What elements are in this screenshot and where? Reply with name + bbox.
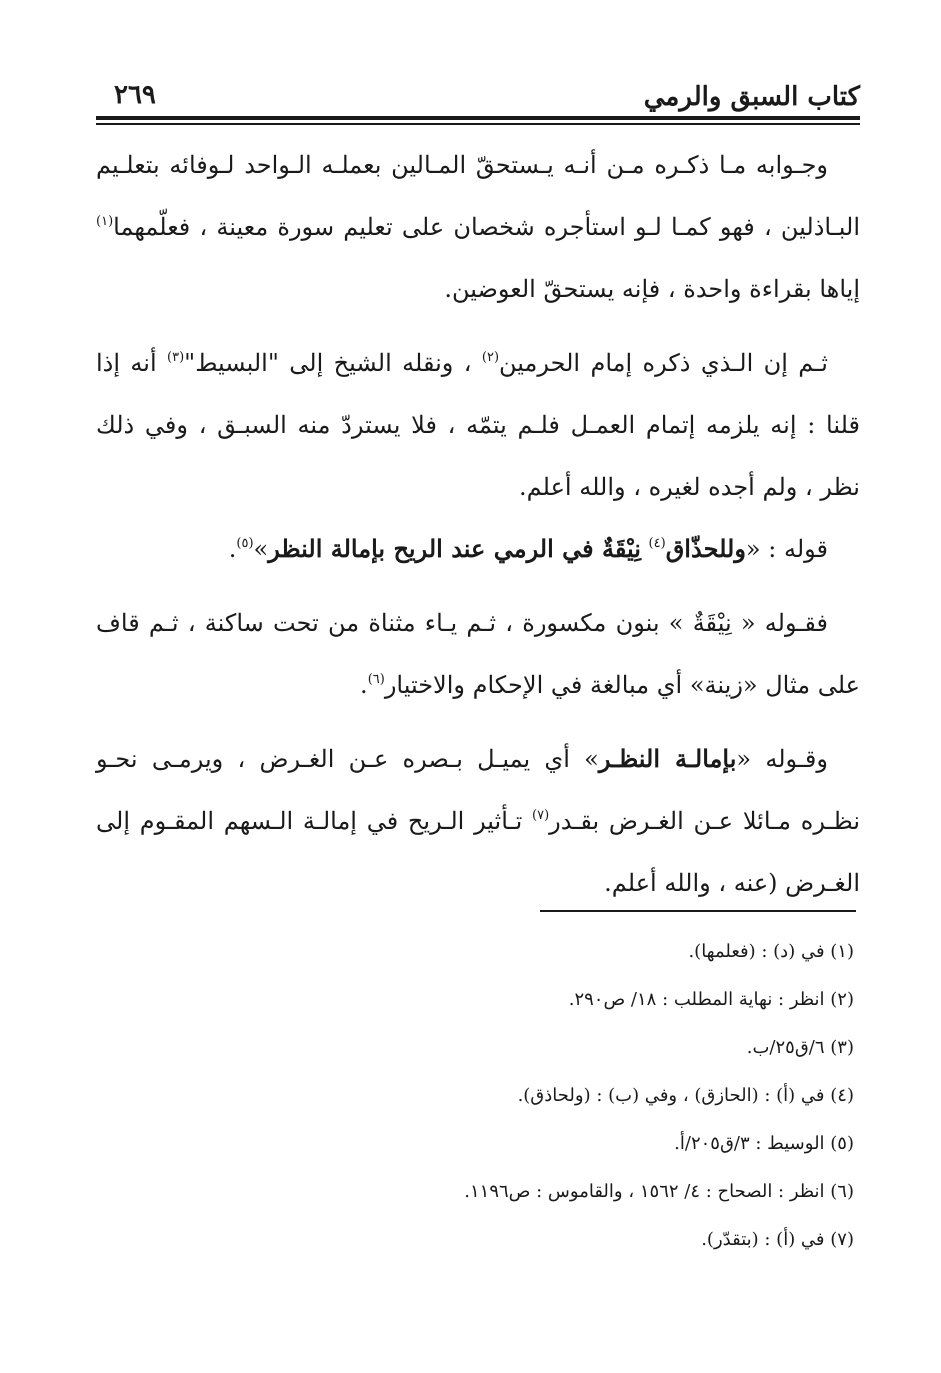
footnote-7: (٧) في (أ) : (بتقدّر). (701, 1229, 854, 1250)
footnote-ref-6[interactable]: (٦) (367, 672, 385, 687)
footnote-6: (٦) انظر : الصحاح : ٤/ ١٥٦٢ ، والقاموس : ص١١٩٦. (464, 1181, 854, 1202)
footnote-1: (١) في (د) : (فعلمها). (688, 941, 854, 962)
book-title: كتاب السبق والرمي (643, 82, 860, 112)
footnote-5: (٥) الوسيط : ٣/ق٢٠٥/أ. (674, 1133, 854, 1154)
footnotes (96, 928, 854, 1264)
paragraph-4-line-1: فقـوله « نِيْقَةٌ » بنون مكسورة ، ثـم يـاء مثناة من تحت ساكنة ، ثـم قاف على (96, 609, 860, 699)
paragraph-2-text-a: ثـم إن الـذي ذكره إمام الحرمين (499, 349, 828, 377)
footnote-ref-4[interactable]: (٤) (648, 536, 666, 551)
quote-bold-1: وللحذّاق (665, 534, 746, 563)
paragraph-1-line-2: البـاذلين ، فهو كمـا لـو استأجره شخصان على تعليم سورة معينة ، فعلّمهما (113, 213, 860, 241)
paragraph-5-line-1: » أي يميـل بـصره عـن الغـرض ، ويرمـى نحـو نظـره (96, 745, 860, 835)
paragraph-4-end: . (360, 671, 368, 699)
paragraph-1-line-1: وجـوابه مـا ذكـره مـن أنـه يـستحقّ المـالين بعملـه الـواحد لـوفائه بتعلـيم (96, 151, 828, 179)
footnote-separator (540, 910, 856, 912)
quote-close: » (253, 535, 269, 563)
paragraph-2-text-b: ، ونقله الشيخ إلى "البسيط" (184, 349, 472, 377)
quote-prefix: قوله : « (745, 535, 828, 563)
paragraph-3-quote (96, 518, 860, 580)
paragraph-2 (96, 332, 860, 518)
paragraph-5-line-3: (عنه ، والله أعلم. (604, 869, 778, 897)
quote-end: . (228, 535, 237, 563)
paragraph-2-line-3: أجده لغيره ، والله أعلم. (519, 473, 755, 501)
footnote-4: (٤) في (أ) : (الحازق) ، وفي (ب) : (ولحاذق). (517, 1085, 854, 1106)
paragraph-4-line-2: مثال «زينة» أي مبالغة في الإحكام والاختيار (384, 671, 811, 699)
main-text (96, 134, 860, 914)
paragraph-2-text-c: أنه إذا قلنا : (96, 349, 860, 439)
paragraph-5-line-2b: تـأثير الـريح في إمالـة الـسهم المقـوم إلى الغـرض (96, 807, 860, 897)
paragraph-5-line-2a: مـائلا عـن الغـرض بقـدر (549, 807, 792, 835)
footnote-ref-7[interactable]: (٧) (532, 808, 550, 823)
header-rule-thick (96, 116, 860, 120)
paragraph-2-line-2: إنه يلزمه إتمام العمـل فلـم يتمّه ، فلا يستردّ منه السبـق ، وفي ذلك نظر ، ولم (96, 411, 860, 501)
footnote-3: (٣) ٦/ق٢٥/ب. (746, 1037, 854, 1058)
footnote-ref-1[interactable]: (١) (96, 214, 114, 229)
paragraph-5-bold: بإمالـة النظـر (598, 744, 737, 773)
header-rule-thin (96, 123, 860, 125)
quote-bold-2: نِيْقَةٌ في الرمي عند الريح بإمالة النظر (268, 534, 641, 563)
footnote-ref-2[interactable]: (٢) (481, 350, 500, 365)
footnote-2: (٢) انظر : نهاية المطلب : ١٨/ ص٢٩٠. (568, 989, 854, 1010)
paragraph-5 (96, 728, 860, 914)
paragraph-5-prefix: وقـوله « (736, 745, 828, 773)
paragraph-1-line-3: إياها بقراءة واحدة ، فإنه يستحقّ العوضين. (444, 275, 860, 303)
paragraph-4 (96, 592, 860, 716)
running-header (96, 82, 860, 116)
paragraph-1 (96, 134, 860, 320)
footnote-ref-3[interactable]: (٣) (167, 350, 185, 365)
footnote-ref-5[interactable]: (٥) (236, 536, 254, 551)
page-number: ٢٦٩ (114, 80, 156, 110)
